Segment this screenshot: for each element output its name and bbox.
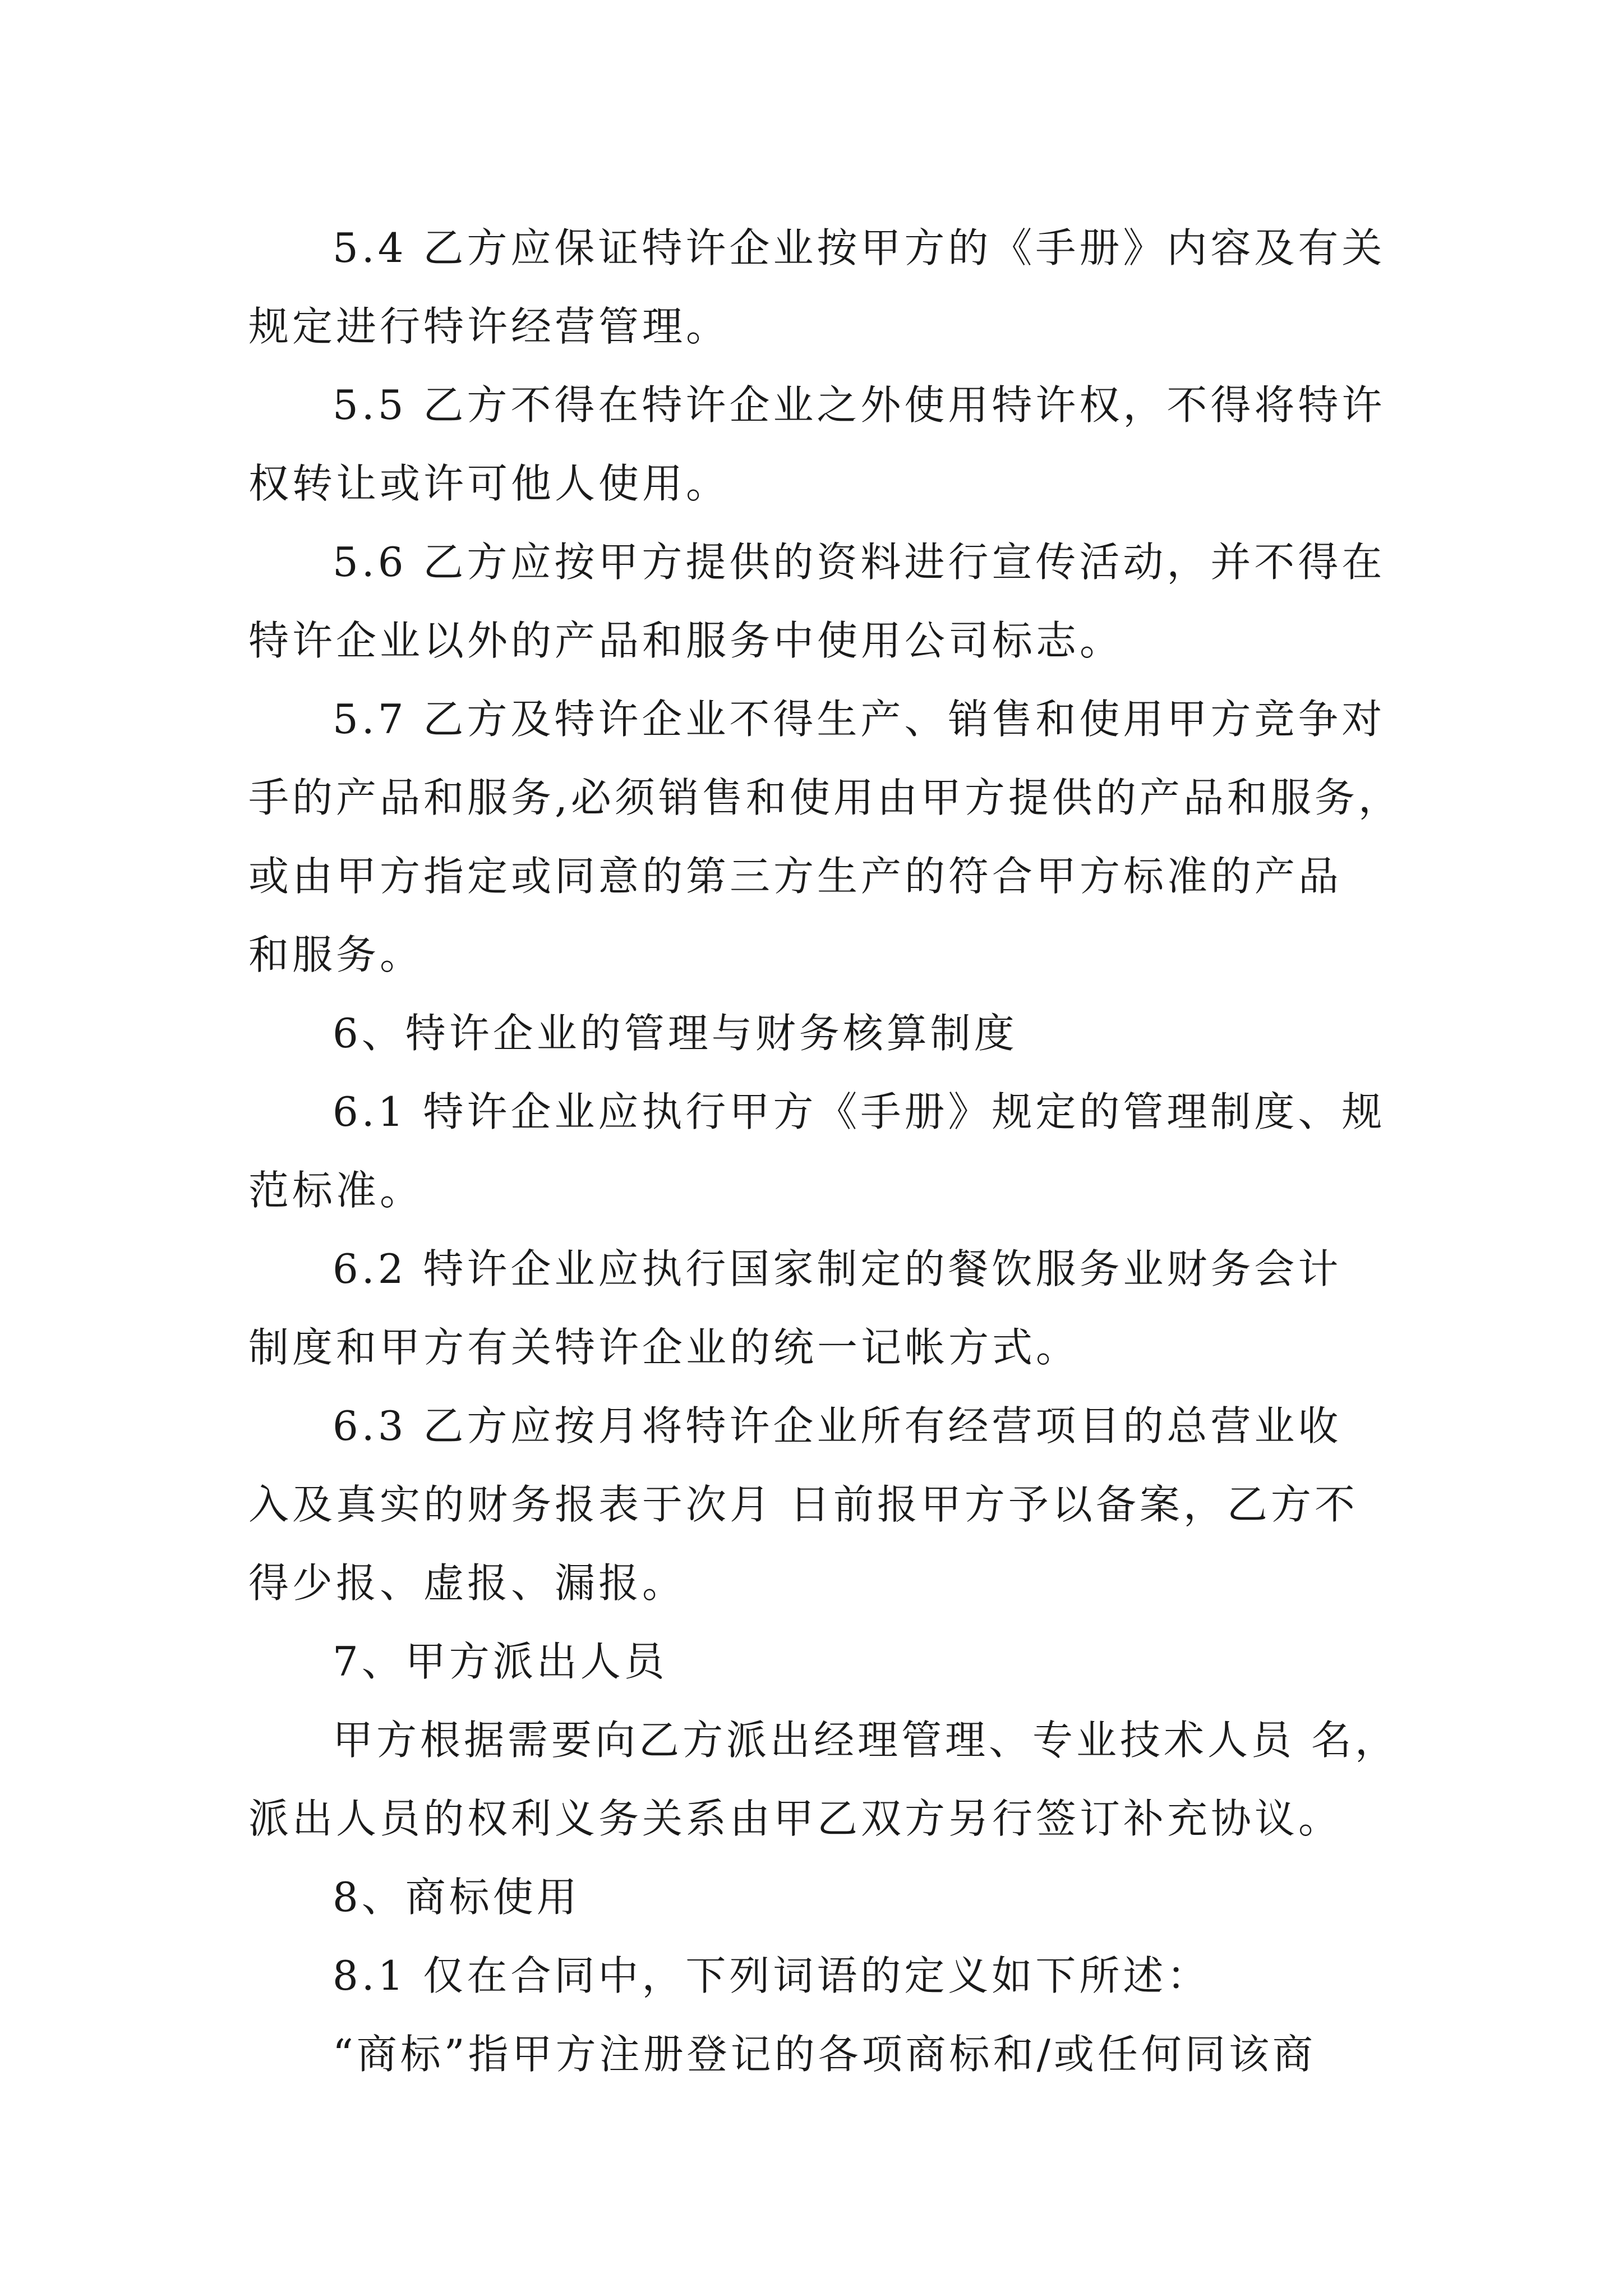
document-body <box>248 209 1402 2093</box>
paragraph-5-7-line-4: 和服务。 <box>248 931 424 978</box>
paragraph-6-2-line-2: 制度和甲方有关特许企业的统一记帐方式。 <box>248 1324 1080 1371</box>
paragraph-6-1-line-2: 范标准。 <box>248 1167 424 1214</box>
paragraph-8-1-definition-line-1: “商标”指甲方注册登记的各项商标和/或任何同该商 <box>333 2031 1316 2078</box>
paragraph-5-5-line-2: 权转让或许可他人使用。 <box>248 460 730 507</box>
paragraph-5-7-line-2: 手的产品和服务,必须销售和使用由甲方提供的产品和服务， <box>248 774 1402 821</box>
paragraph-5-6-line-1: 5.6 乙方应按甲方提供的资料进行宣传活动，并不得在 <box>333 539 1386 586</box>
paragraph-6-2-line-1: 6.2 特许企业应执行国家制定的餐饮服务业财务会计 <box>333 1245 1342 1292</box>
paragraph-6-3-line-2: 入及真实的财务报表于次月 日前报甲方予以备案，乙方不 <box>248 1481 1358 1528</box>
section-6-heading: 6、特许企业的管理与财务核算制度 <box>333 1010 1018 1057</box>
paragraph-5-7-line-1: 5.7 乙方及特许企业不得生产、销售和使用甲方竞争对 <box>333 696 1386 743</box>
section-8-heading: 8、商标使用 <box>333 1874 580 1921</box>
paragraph-5-7-line-3: 或由甲方指定或同意的第三方生产的符合甲方标准的产品 <box>248 853 1343 900</box>
paragraph-7-line-1: 甲方根据需要向乙方派出经理管理、专业技术人员 名， <box>333 1717 1399 1764</box>
paragraph-6-3-line-3: 得少报、虚报、漏报。 <box>248 1559 686 1607</box>
paragraph-7-line-2: 派出人员的权利义务关系由甲乙双方另行签订补充协议。 <box>248 1795 1343 1842</box>
paragraph-5-6-line-2: 特许企业以外的产品和服务中使用公司标志。 <box>248 617 1124 664</box>
paragraph-5-4-line-2: 规定进行特许经营管理。 <box>248 303 730 350</box>
paragraph-6-3-line-1: 6.3 乙方应按月将特许企业所有经营项目的总营业收 <box>333 1402 1342 1450</box>
paragraph-5-5-line-1: 5.5 乙方不得在特许企业之外使用特许权，不得将特许 <box>333 381 1386 429</box>
paragraph-8-1-line-1: 8.1 仅在合同中，下列词语的定义如下所述： <box>333 1952 1211 1999</box>
paragraph-5-4-line-1: 5.4 乙方应保证特许企业按甲方的《手册》内容及有关 <box>333 224 1386 272</box>
paragraph-6-1-line-1: 6.1 特许企业应执行甲方《手册》规定的管理制度、规 <box>333 1088 1386 1135</box>
section-7-heading: 7、甲方派出人员 <box>333 1638 668 1685</box>
